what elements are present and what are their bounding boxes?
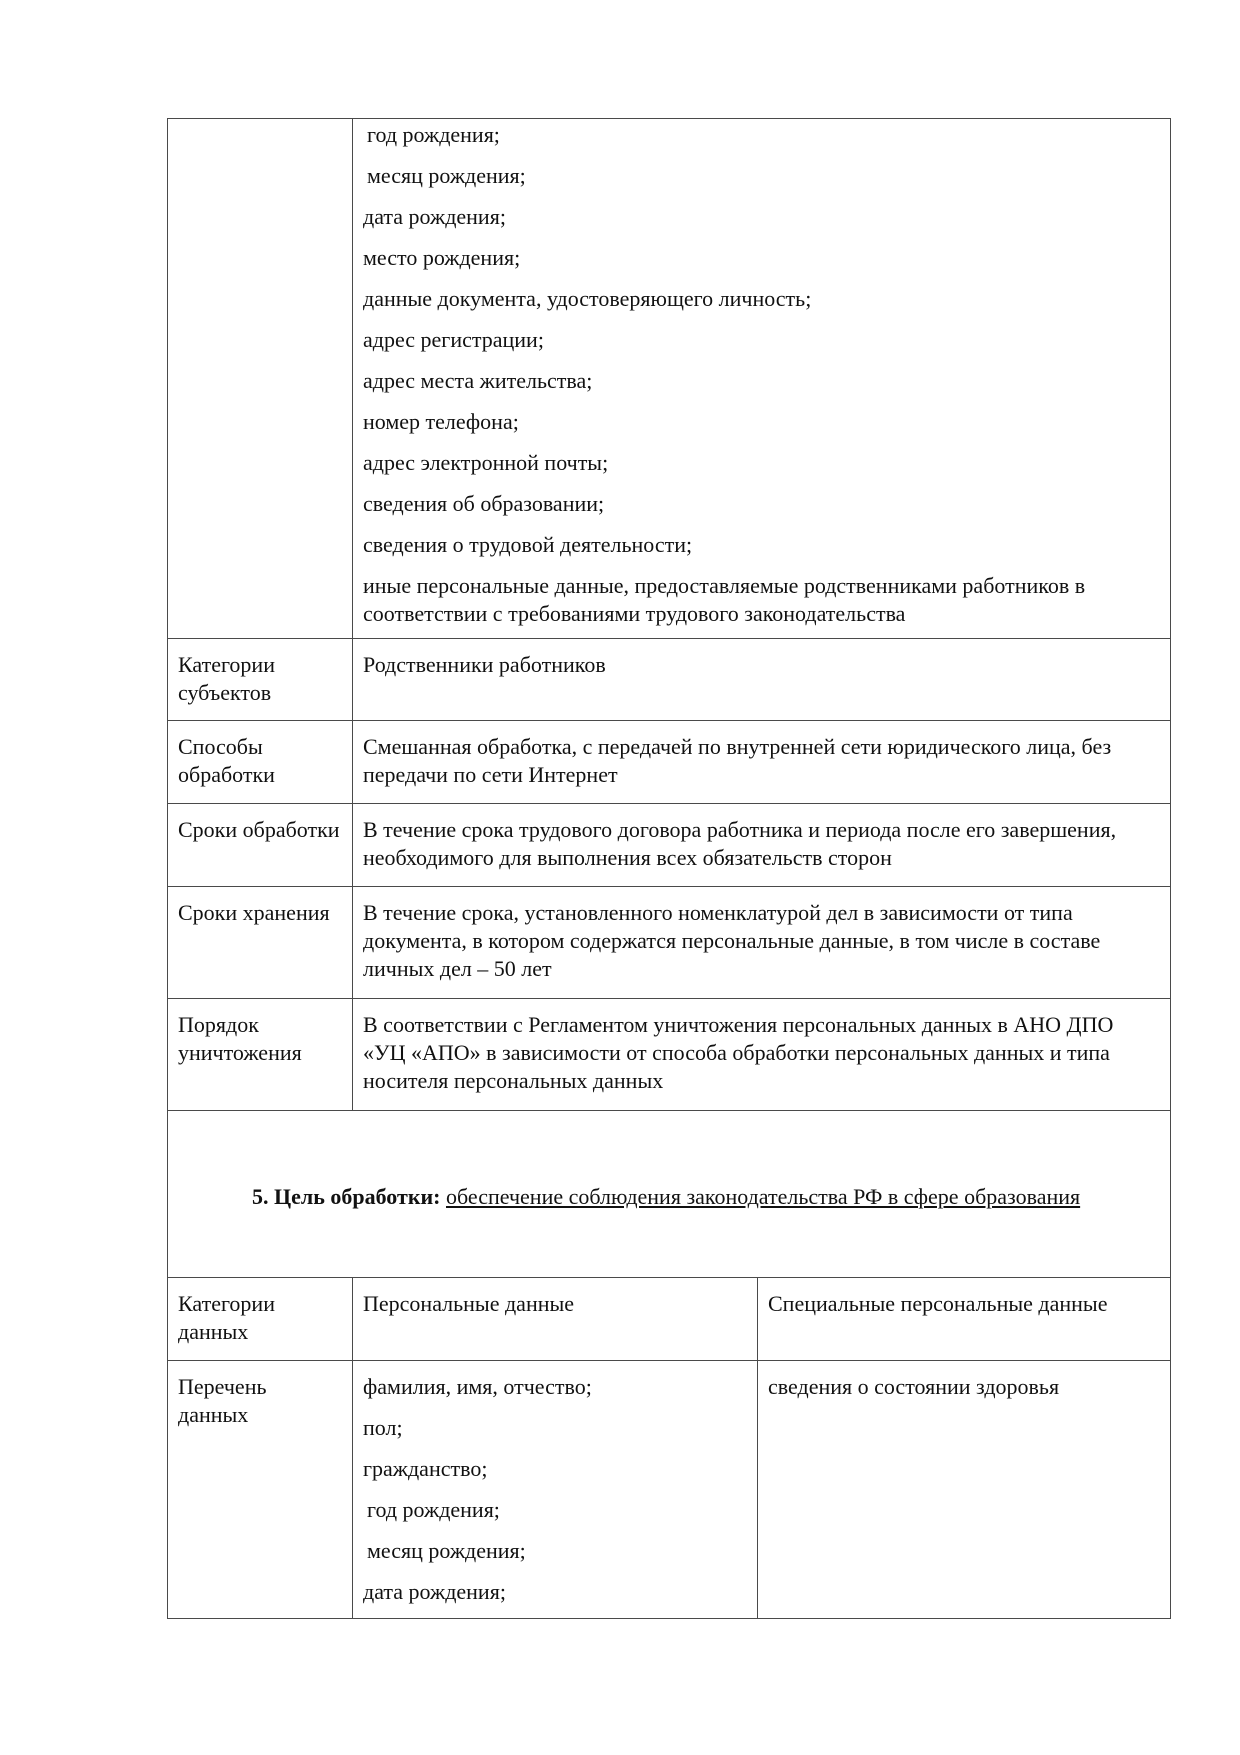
empty-label-cell: [168, 119, 353, 639]
row-value: В течение срока трудового договора работника и периода после его завершения, необходимого для выполнения всех обязательств сторон: [353, 804, 1171, 887]
column-header-personal: Персональные данные: [353, 1278, 758, 1361]
section-purpose: обеспечение соблюдения законодательства РФ в сфере образования: [446, 1184, 1081, 1209]
list-item: номер телефона;: [363, 409, 519, 434]
table-row: [168, 999, 1171, 1111]
row-label: Сроки хранения: [168, 887, 353, 999]
table-row: [168, 804, 1171, 887]
list-item: адрес электронной почты;: [363, 450, 609, 475]
row-value: Смешанная обработка, с передачей по внутренней сети юридического лица, без передачи по сети Интернет: [353, 721, 1171, 804]
table-row: [168, 721, 1171, 804]
data-list-cell: [353, 119, 1171, 639]
row-value: Родственники работников: [353, 639, 1171, 721]
list-item: дата рождения;: [363, 204, 506, 229]
row-value: В соответствии с Регламентом уничтожения персональных данных в АНО ДПО «УЦ «АПО» в зависимости от способа обработки персональных данных и типа носителя персональных данных: [353, 999, 1171, 1111]
list-item: месяц рождения;: [367, 1538, 526, 1563]
list-item: дата рождения;: [363, 1579, 506, 1604]
table-row: [168, 1361, 1171, 1619]
row-label: Способы обработки: [168, 721, 353, 804]
data-processing-table: [167, 118, 1171, 1619]
row-label: Перечень данных: [168, 1361, 353, 1619]
special-data-cell: сведения о состоянии здоровья: [758, 1361, 1171, 1619]
list-item: данные документа, удостоверяющего личность;: [363, 286, 812, 311]
section-heading: [178, 1177, 1160, 1211]
list-item: пол;: [363, 1415, 403, 1440]
column-header-special: Специальные персональные данные: [758, 1278, 1171, 1361]
list-item: место рождения;: [363, 245, 521, 270]
table-row: [168, 119, 1171, 639]
row-label: Сроки обработки: [168, 804, 353, 887]
list-item: гражданство;: [363, 1456, 488, 1481]
row-label: Порядок уничтожения: [168, 999, 353, 1111]
row-value: В течение срока, установленного номенклатурой дел в зависимости от типа документа, в котором содержатся персональные данные, в том числе в составе личных дел – 50 лет: [353, 887, 1171, 999]
list-item: иные персональные данные, предоставляемые родственниками работников в соответствии с требованиями трудового законодательства: [363, 573, 1086, 626]
list-item: сведения о трудовой деятельности;: [363, 532, 693, 557]
table-row: [168, 639, 1171, 721]
row-label: Категории субъектов: [168, 639, 353, 721]
personal-data-list-cell: [353, 1361, 758, 1619]
section-number: 5. Цель обработки:: [252, 1184, 441, 1209]
list-item: месяц рождения;: [367, 163, 526, 188]
section-heading-cell: [168, 1111, 1171, 1278]
list-item: сведения об образовании;: [363, 491, 605, 516]
section-heading-row: [168, 1111, 1171, 1278]
table-row: [168, 1278, 1171, 1361]
list-item: год рождения;: [367, 122, 500, 147]
list-item: год рождения;: [367, 1497, 500, 1522]
list-item: адрес регистрации;: [363, 327, 544, 352]
table-row: [168, 887, 1171, 999]
list-item: адрес места жительства;: [363, 368, 593, 393]
list-item: фамилия, имя, отчество;: [363, 1374, 592, 1399]
row-label: Категории данных: [168, 1278, 353, 1361]
